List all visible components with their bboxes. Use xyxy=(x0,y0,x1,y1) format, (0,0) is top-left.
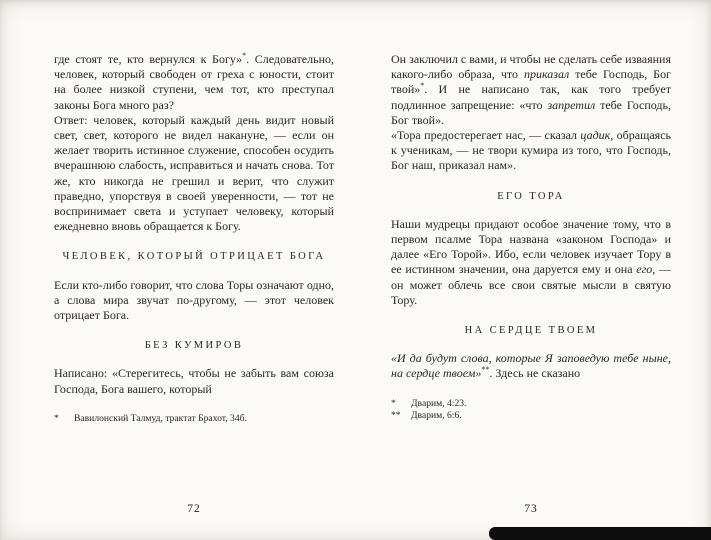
section-heading: НА СЕРДЦЕ ТВОЕМ xyxy=(464,325,598,337)
footnote-marker: ** xyxy=(391,410,401,422)
paragraph: Он заключил с вами, и чтобы не сделать себе изваяния какого-либо образа, что приказал тебе Господь, Бог твой»*. И не написано так, как того требует подлинное запрещение: «что запретил тебе Господь, Бог твой». xyxy=(391,52,671,127)
page-number: 72 xyxy=(187,503,201,515)
section-heading: ЕГО ТОРА xyxy=(497,190,565,202)
footnote-text: Вавилонский Талмуд, трактат Брахот, 34б. xyxy=(74,412,247,424)
section-heading: БЕЗ КУМИРОВ xyxy=(144,340,244,352)
footnote-marker: * xyxy=(391,397,396,409)
footnote xyxy=(391,410,671,423)
footnote-text: Дварим, 4:23. xyxy=(411,397,467,409)
footnotes xyxy=(391,398,671,423)
paragraph: «Тора предостерегает нас, — сказал цадик, обращаясь к ученикам, — не твори кумира из того, что Господь, Бог наш, приказал нам». xyxy=(391,128,671,173)
scan-artifact-bar xyxy=(489,527,711,540)
footnote xyxy=(391,398,671,411)
paragraph: Если кто-либо говорит, что слова Торы означают одно, а слова мира звучат по-другому, — этот человек отрицает Бога. xyxy=(54,277,334,323)
footnote-marker: * xyxy=(54,412,59,424)
paragraph: Ответ: человек, который каждый день видит новый свет, свет, которого не видел накануне, — если он желает творить истинное служение, способен осудить вчерашнюю слабость, исправиться и начать снова. Тот же, кто никогда не грешил и верит, что служит праведно, упорствуя в своей уверенности, — тот не воспринимает света и уступает человеку, который ежедневно вновь обращается к Богу. xyxy=(54,112,334,234)
footnotes xyxy=(54,413,334,426)
footnote-text: Дварим, 6:6. xyxy=(411,410,462,422)
paragraph: где стоят те, кто вернулся к Богу»*. Следовательно, человек, который свободен от греха с юности, стоит на более низкой ступени, чем тот, кто преступал законы Бога много раз? xyxy=(54,51,335,112)
page-left xyxy=(54,51,335,515)
page-number: 73 xyxy=(524,503,538,515)
section-heading: ЧЕЛОВЕК, КОТОРЫЙ ОТРИЦАЕТ БОГА xyxy=(62,251,326,263)
paragraph: Наши мудрецы придают особое значение тому, что в первом псалме Тора названа «законом Господа» и далее «Его Торой». Ибо, если человек изучает Тору в ее истинном значении, она даруется ему и она его, — он может облечь все свои святые мысли в святую Тору. xyxy=(391,216,671,307)
footnote xyxy=(54,413,334,426)
paragraph: «И да будут слова, которые Я заповедую тебе ныне, на сердце твоем»**. Здесь не сказано xyxy=(391,351,671,381)
page-right xyxy=(391,52,671,515)
paragraph: Написано: «Стерегитесь, чтобы не забыть вам союза Господа, Бога вашего, который xyxy=(54,366,334,396)
